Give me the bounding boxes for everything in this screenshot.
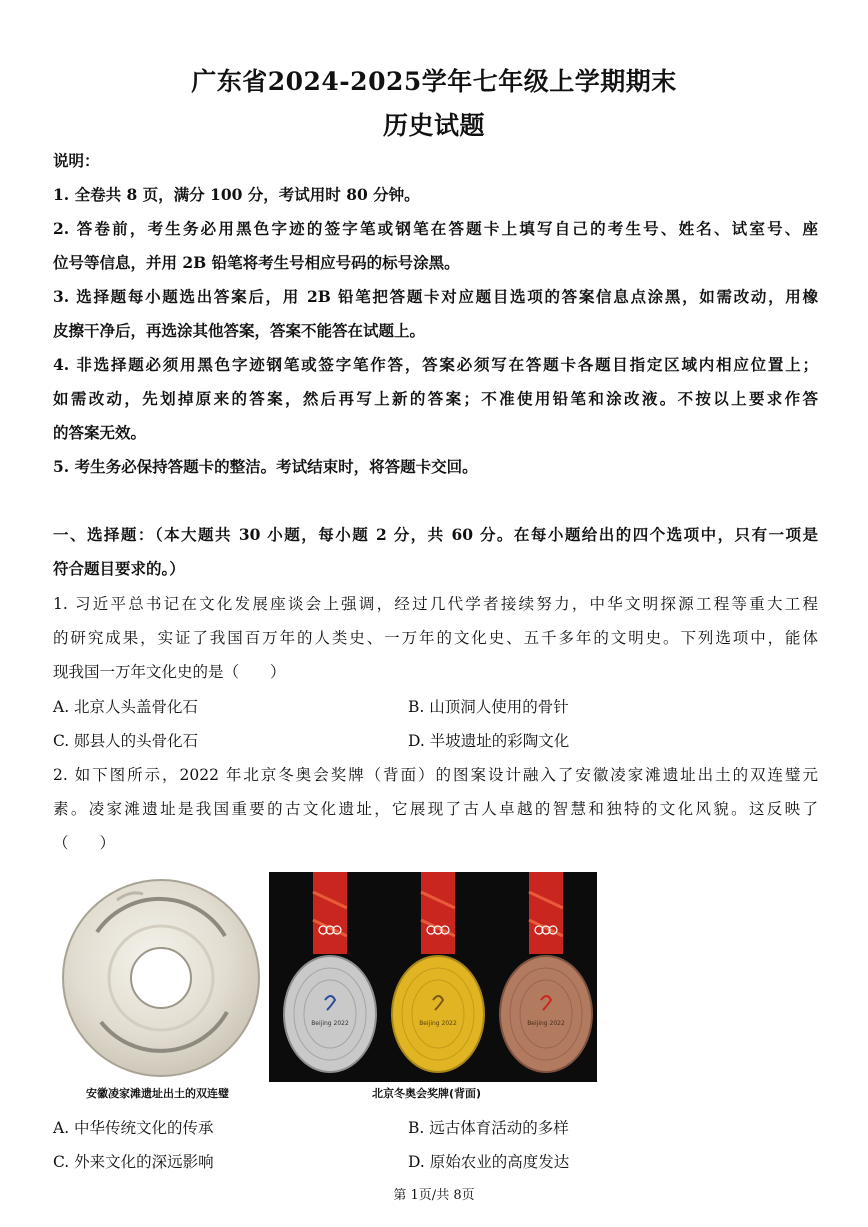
- instruction-line: 5. 考生务必保持答题卡的整洁。考试结束时，将答题卡交回。: [53, 457, 478, 476]
- question-2-stem: （ ）: [53, 834, 116, 852]
- question-2-option-a: A. 中华传统文化的传承: [53, 1119, 214, 1137]
- instruction-line: 3. 选择题每小题选出答案后，用 2B 铅笔把答题卡对应题目选项的答案信息点涂黑，如需改动，用橡: [53, 287, 818, 306]
- question-1-stem: 的研究成果，实证了我国百万年的人类史、一万年的文化史、五千多年的文明史。下列选项中，能体: [53, 629, 818, 647]
- question-2-stem: 素。凌家滩遗址是我国重要的古文化遗址，它展现了古人卓越的智慧和独特的文化风貌。这反映了: [53, 800, 818, 818]
- medal-label: Beijing 2022: [419, 1020, 457, 1027]
- question-1-stem: 现我国一万年文化史的是（ ）: [53, 663, 286, 681]
- medal-label: Beijing 2022: [527, 1020, 565, 1027]
- instruction-line: 4. 非选择题必须用黑色字迹钢笔或签字笔作答，答案必须写在答题卡各题目指定区域内相应位置上；: [53, 355, 818, 374]
- figure-caption-medals: 北京冬奥会奖牌(背面): [372, 1087, 482, 1100]
- question-1-option-c: C. 郧县人的头骨化石: [53, 732, 199, 750]
- instruction-line: 如需改动，先划掉原来的答案，然后再写上新的答案；不准使用铅笔和涂改液。不按以上要求作答: [53, 389, 818, 408]
- instruction-line: 位号等信息，并用 2B 铅笔将考生号相应号码的标号涂黑。: [53, 253, 460, 272]
- medal-label: Beijing 2022: [311, 1020, 349, 1027]
- question-1-option-b: B. 山顶洞人使用的骨针: [408, 698, 569, 716]
- question-1-option-a: A. 北京人头盖骨化石: [53, 698, 199, 716]
- instruction-line: 1. 全卷共 8 页，满分 100 分，考试用时 80 分钟。: [53, 185, 420, 204]
- page-number: 第 1页/共 8页: [393, 1188, 475, 1203]
- instruction-line: 的答案无效。: [53, 423, 147, 442]
- section-heading: 符合题目要求的。）: [53, 559, 185, 578]
- question-2-option-c: C. 外来文化的深远影响: [53, 1153, 214, 1171]
- question-1-option-d: D. 半坡遗址的彩陶文化: [408, 732, 570, 750]
- instructions-heading: 说明：: [53, 151, 100, 170]
- instruction-line: 皮擦干净后，再选涂其他答案，答案不能答在试题上。: [53, 321, 426, 340]
- exam-subtitle: 历史试题: [382, 111, 485, 140]
- instruction-line: 2. 答卷前，考生务必用黑色字迹的签字笔或钢笔在答题卡上填写自己的考生号、姓名、试室号、座: [53, 219, 818, 238]
- olympic-medals-image: [269, 872, 597, 1082]
- question-2-option-d: D. 原始农业的高度发达: [408, 1153, 570, 1171]
- question-2-stem: 2. 如下图所示，2022 年北京冬奥会奖牌（背面）的图案设计融入了安徽凌家滩遗址出土的双连璧元: [53, 766, 818, 784]
- question-2-option-b: B. 远古体育活动的多样: [408, 1119, 569, 1137]
- jade-bi-image: [57, 872, 263, 1082]
- section-heading: 一、选择题：（本大题共 30 小题，每小题 2 分，共 60 分。在每小题给出的四个选项中，只有一项是: [53, 525, 818, 544]
- figure-caption-jade: 安徽凌家滩遗址出土的双连璧: [86, 1087, 229, 1100]
- exam-title: 广东省2024-2025学年七年级上学期期末: [191, 67, 677, 96]
- question-1-stem: 1. 习近平总书记在文化发展座谈会上强调，经过几代学者接续努力，中华文明探源工程等重大工程: [53, 595, 818, 613]
